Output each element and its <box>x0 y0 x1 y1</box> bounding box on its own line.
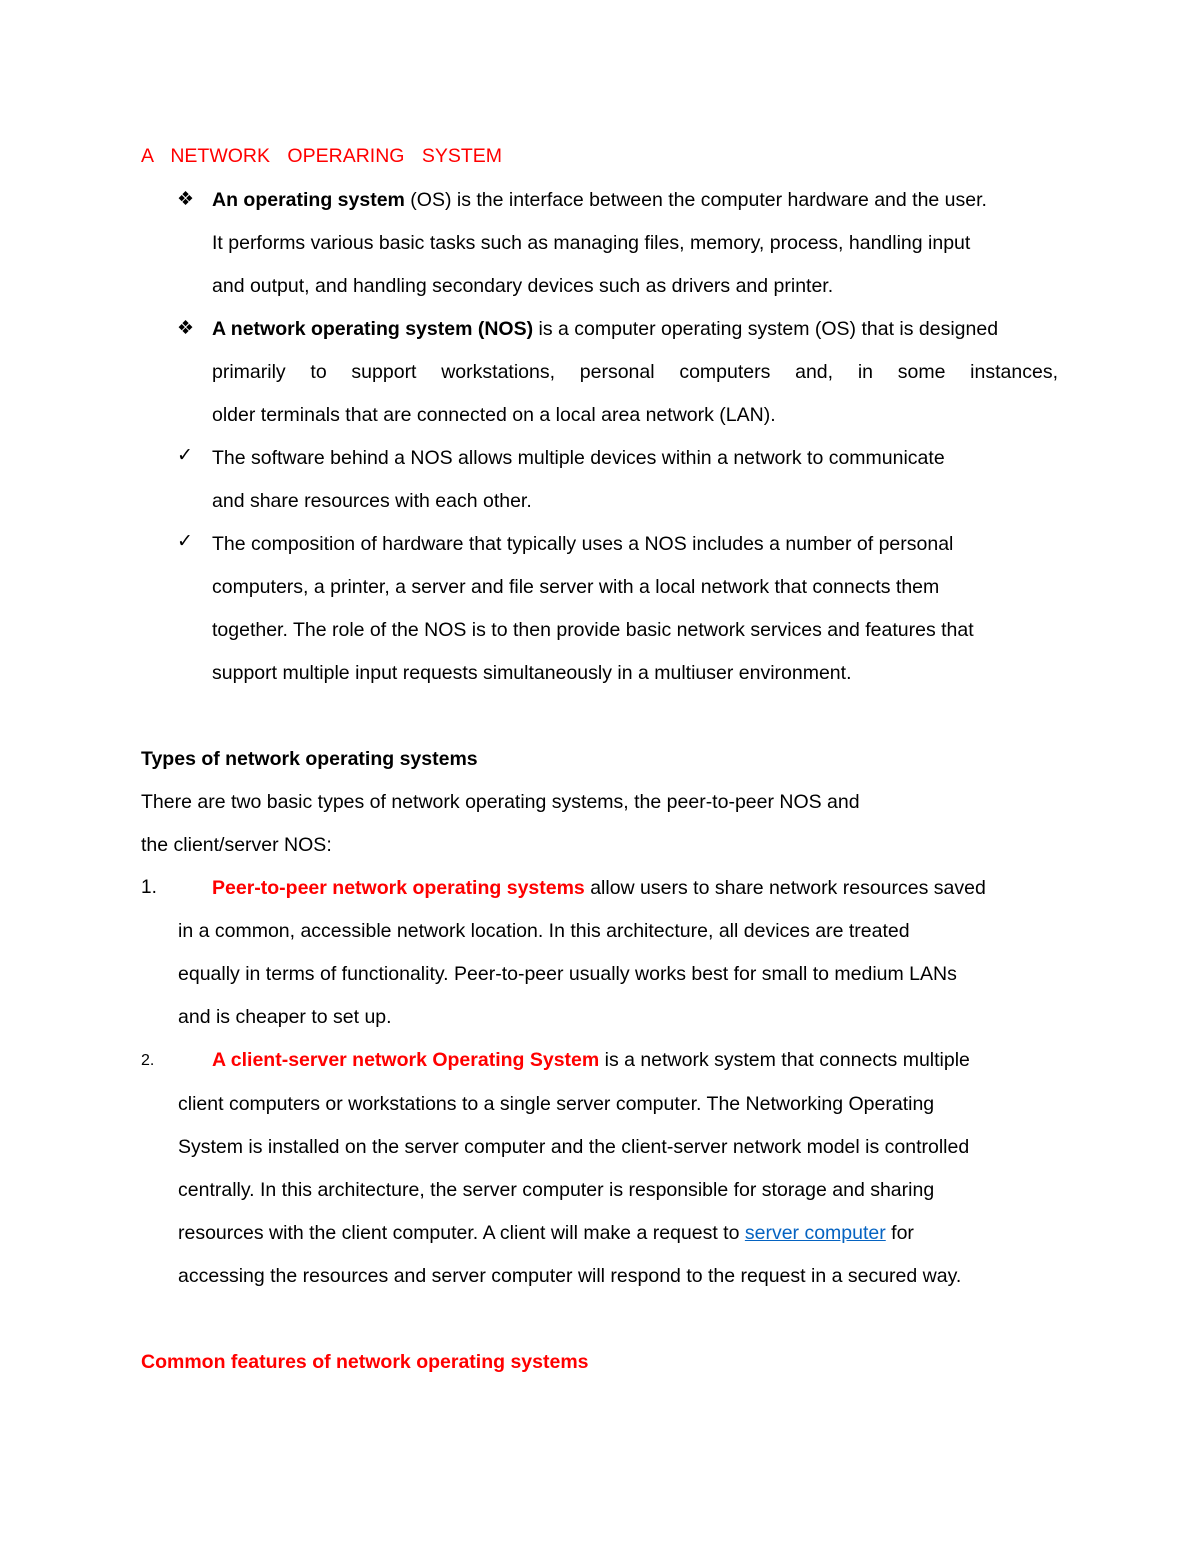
text-line <box>178 1220 914 1246</box>
text-segment: allow users to share network resources saved <box>584 877 986 899</box>
list-number-1: 1. <box>141 877 157 898</box>
text-line <box>178 1004 392 1030</box>
text-segment: resources with the client computer. A client will make a request to <box>178 1222 745 1244</box>
text-segment: There are two basic types of network operating systems, the peer-to-peer NOS and <box>141 791 860 813</box>
text-segment: support multiple input requests simultaneously in a multiuser environment. <box>212 662 852 684</box>
text-segment: (OS) is the interface between the computer hardware and the user. <box>404 189 987 211</box>
text-line <box>212 488 532 514</box>
text-segment: accessing the resources and server computer will respond to the request in a secured way. <box>178 1265 962 1287</box>
text-line <box>141 746 478 772</box>
emphasized-text: Peer-to-peer network operating systems <box>212 877 585 899</box>
text-segment: computers, a printer, a server and file server with a local network that connects them <box>212 576 940 598</box>
text-segment: together. The role of the NOS is to then provide basic network services and features that <box>212 619 974 641</box>
text-segment: equally in terms of functionality. Peer-to-peer usually works best for small to medium LANs <box>178 963 957 985</box>
text-line <box>212 273 833 299</box>
text-line <box>212 402 776 428</box>
text-line <box>178 1177 934 1203</box>
text-segment: in a common, accessible network location. In this architecture, all devices are treated <box>178 920 910 942</box>
text-line <box>212 574 939 600</box>
text-line <box>141 789 860 815</box>
text-segment: centrally. In this architecture, the server computer is responsible for storage and sharing <box>178 1179 935 1201</box>
emphasized-text: A network operating system (NOS) <box>212 318 534 340</box>
text-segment: client computers or workstations to a single server computer. The Networking Operating <box>178 1093 935 1115</box>
text-line <box>212 316 998 342</box>
text-segment: primarily to support workstations, personal computers and, in some instances, <box>212 361 1058 383</box>
text-segment: for <box>885 1222 914 1244</box>
text-line <box>212 660 851 686</box>
document-title: A NETWORK OPERARING SYSTEM <box>141 145 503 167</box>
text-line <box>212 1047 970 1073</box>
text-segment: is a network system that connects multiple <box>599 1049 970 1071</box>
text-line <box>212 187 987 213</box>
emphasized-text: An operating system <box>212 189 405 211</box>
text-segment: and share resources with each other. <box>212 490 532 512</box>
server-computer-link[interactable]: server computer <box>744 1222 886 1244</box>
text-segment: older terminals that are connected on a local area network (LAN). <box>212 404 776 426</box>
text-segment: It performs various basic tasks such as managing files, memory, process, handling input <box>212 232 971 254</box>
text-segment: The composition of hardware that typically uses a NOS includes a number of personal <box>212 533 954 555</box>
text-line <box>178 961 957 987</box>
text-line <box>212 359 1058 385</box>
text-line <box>178 918 910 944</box>
text-segment: The software behind a NOS allows multiple devices within a network to communicate <box>212 447 945 469</box>
diamond-bullet-icon: ❖ <box>177 189 195 210</box>
list-number-2: 2. <box>141 1052 155 1069</box>
text-line <box>178 1091 934 1117</box>
text-line <box>212 875 986 901</box>
text-line <box>141 1349 589 1375</box>
text-line <box>212 531 953 557</box>
text-line <box>212 445 945 471</box>
text-line <box>212 617 974 643</box>
text-line <box>178 1263 961 1289</box>
emphasized-text: Types of network operating systems <box>141 748 478 770</box>
text-line <box>141 832 332 858</box>
text-line <box>212 230 970 256</box>
text-segment: and output, and handling secondary devices such as drivers and printer. <box>212 275 834 297</box>
check-bullet-icon: ✓ <box>177 445 193 466</box>
text-segment: System is installed on the server computer and the client-server network model is controlled <box>178 1136 970 1158</box>
text-segment: the client/server NOS: <box>141 834 332 856</box>
check-bullet-icon: ✓ <box>177 531 193 552</box>
emphasized-text: Common features of network operating systems <box>141 1351 589 1373</box>
emphasized-text: A client-server network Operating System <box>212 1049 600 1071</box>
text-segment: is a computer operating system (OS) that is designed <box>533 318 999 340</box>
diamond-bullet-icon: ❖ <box>177 318 195 339</box>
text-segment: and is cheaper to set up. <box>178 1006 392 1028</box>
text-line <box>178 1134 969 1160</box>
